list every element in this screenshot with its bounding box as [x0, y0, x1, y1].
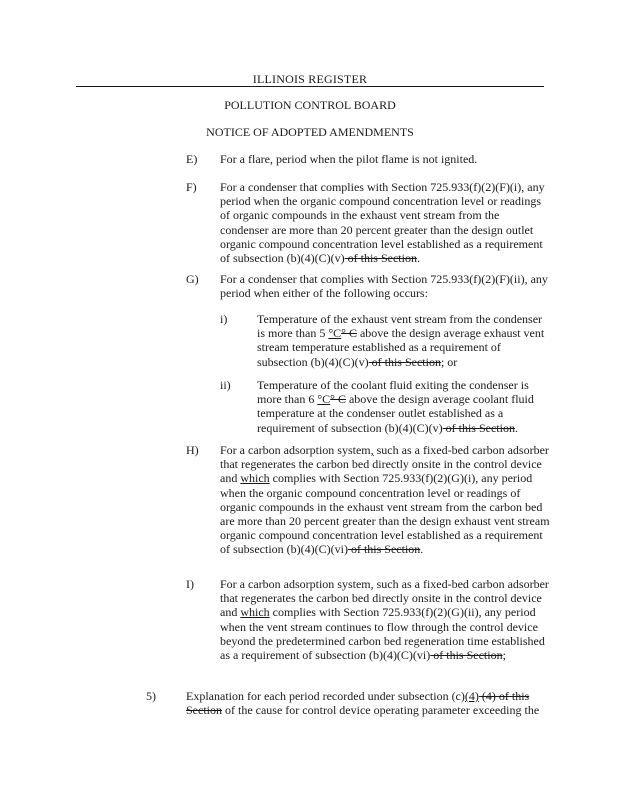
item-5-text-b: of the cause for control device operating parameter exceeding the [222, 703, 540, 718]
item-g-i-struck2: of this Section [368, 354, 441, 369]
item-g-ii-struck2: of this Section [442, 420, 515, 435]
item-e-text: For a flare, period when the pilot flame is not ignited. [220, 152, 478, 166]
item-h-end: . [420, 542, 424, 557]
item-h-text-c: complies with Section 725.933(f)(2)(G)(i), any period when the organic compound concentration level or readings of organic compounds in the exhaust vent stream from the carbon bed are more than 20 percent greater than the design exhaust vent stream organic compound concentration level established as a requirement of subsection (b)(4)(C)(vi) [220, 471, 550, 557]
item-f-paragraph [220, 180, 550, 265]
item-g-i-end: ; or [440, 354, 458, 369]
item-g-ii-end: . [514, 420, 518, 435]
item-h-text-a: For a carbon adsorption system [220, 443, 371, 457]
item-label-g: G) [186, 272, 199, 286]
item-g-ii-inserted: °C [317, 392, 331, 407]
item-g-ii-text-a: Temperature of the coolant fluid exiting the condenser is more than 6 [257, 378, 529, 407]
item-i-inserted-which: which [240, 605, 270, 620]
item-5-text-a: Explanation for each period recorded under subsection (c) [186, 689, 465, 703]
item-h-inserted-comma: , [370, 443, 374, 457]
item-label-g-i: i) [220, 312, 228, 326]
item-5-inserted: (4) [464, 689, 479, 703]
item-f-struck-text: of this Section [344, 251, 417, 266]
item-g-i-inserted: °C [328, 326, 342, 341]
item-g-ii-struck: ° C [330, 392, 346, 407]
item-label-h: H) [186, 443, 199, 457]
item-label-f: F) [186, 180, 197, 194]
item-f-end: . [416, 251, 420, 266]
item-label-e: E) [186, 152, 198, 166]
item-label-5: 5) [146, 689, 156, 703]
item-h-inserted-which: which [240, 471, 270, 486]
notice-header: NOTICE OF ADOPTED AMENDMENTS [206, 125, 414, 139]
item-g-i-text-b: above the design average exhaust vent stream temperature established as a requirement of subsection (b)(4)(C)(v) [257, 326, 545, 369]
item-i-text-b: complies with Section 725.933(f)(2)(G)(ii), any period when the vent stream continues to flow through the control device beyond the predetermined carbon bed regeneration time established as a requirement of subsection (b)(4)(C)(vi) [220, 605, 545, 663]
item-h-paragraph [220, 443, 550, 557]
item-i-end: ; [502, 648, 506, 663]
register-header: ILLINOIS REGISTER [252, 72, 368, 86]
item-h-struck: of this Section [347, 542, 421, 557]
item-label-i: I) [186, 577, 194, 591]
item-i-struck: of this Section [430, 648, 503, 663]
item-5-struck: (4) of this Section [186, 689, 530, 718]
item-g-text: For a condenser that complies with Section 725.933(f)(2)(F)(ii), any period when either of the following occurs: [220, 272, 548, 301]
board-header: POLLUTION CONTROL BOARD [224, 98, 396, 112]
item-h-text-b: such as a fixed-bed carbon adsorber that regenerates the carbon bed directly onsite in the control device and [220, 443, 549, 486]
item-i-text-a: For a carbon adsorption system, such as a fixed-bed carbon adsorber that regenerates the carbon bed directly onsite in the control device and [220, 577, 549, 620]
item-g-ii-paragraph [257, 378, 550, 435]
item-i-paragraph [220, 577, 550, 662]
item-g-i-text-a: Temperature of the exhaust vent stream from the condenser is more than 5 [257, 312, 543, 341]
item-g-i-struck: ° C [341, 326, 357, 341]
item-label-g-ii: ii) [220, 378, 231, 392]
item-g-i-paragraph [257, 312, 550, 369]
item-g-ii-text-b: above the design average coolant fluid temperature at the condenser outlet established as a requirement of subsection (b)(4)(C)(v) [257, 392, 534, 435]
header-rule [76, 86, 544, 87]
item-5-paragraph [186, 689, 550, 717]
item-f-text: For a condenser that complies with Section 725.933(f)(2)(F)(i), any period when the organic compound concentration level or readings of organic compounds in the exhaust vent stream from the condenser are more than 20 percent greater than the design outlet organic compound concentration level established as a requirement of subsection (b)(4)(C)(v) [220, 180, 545, 266]
